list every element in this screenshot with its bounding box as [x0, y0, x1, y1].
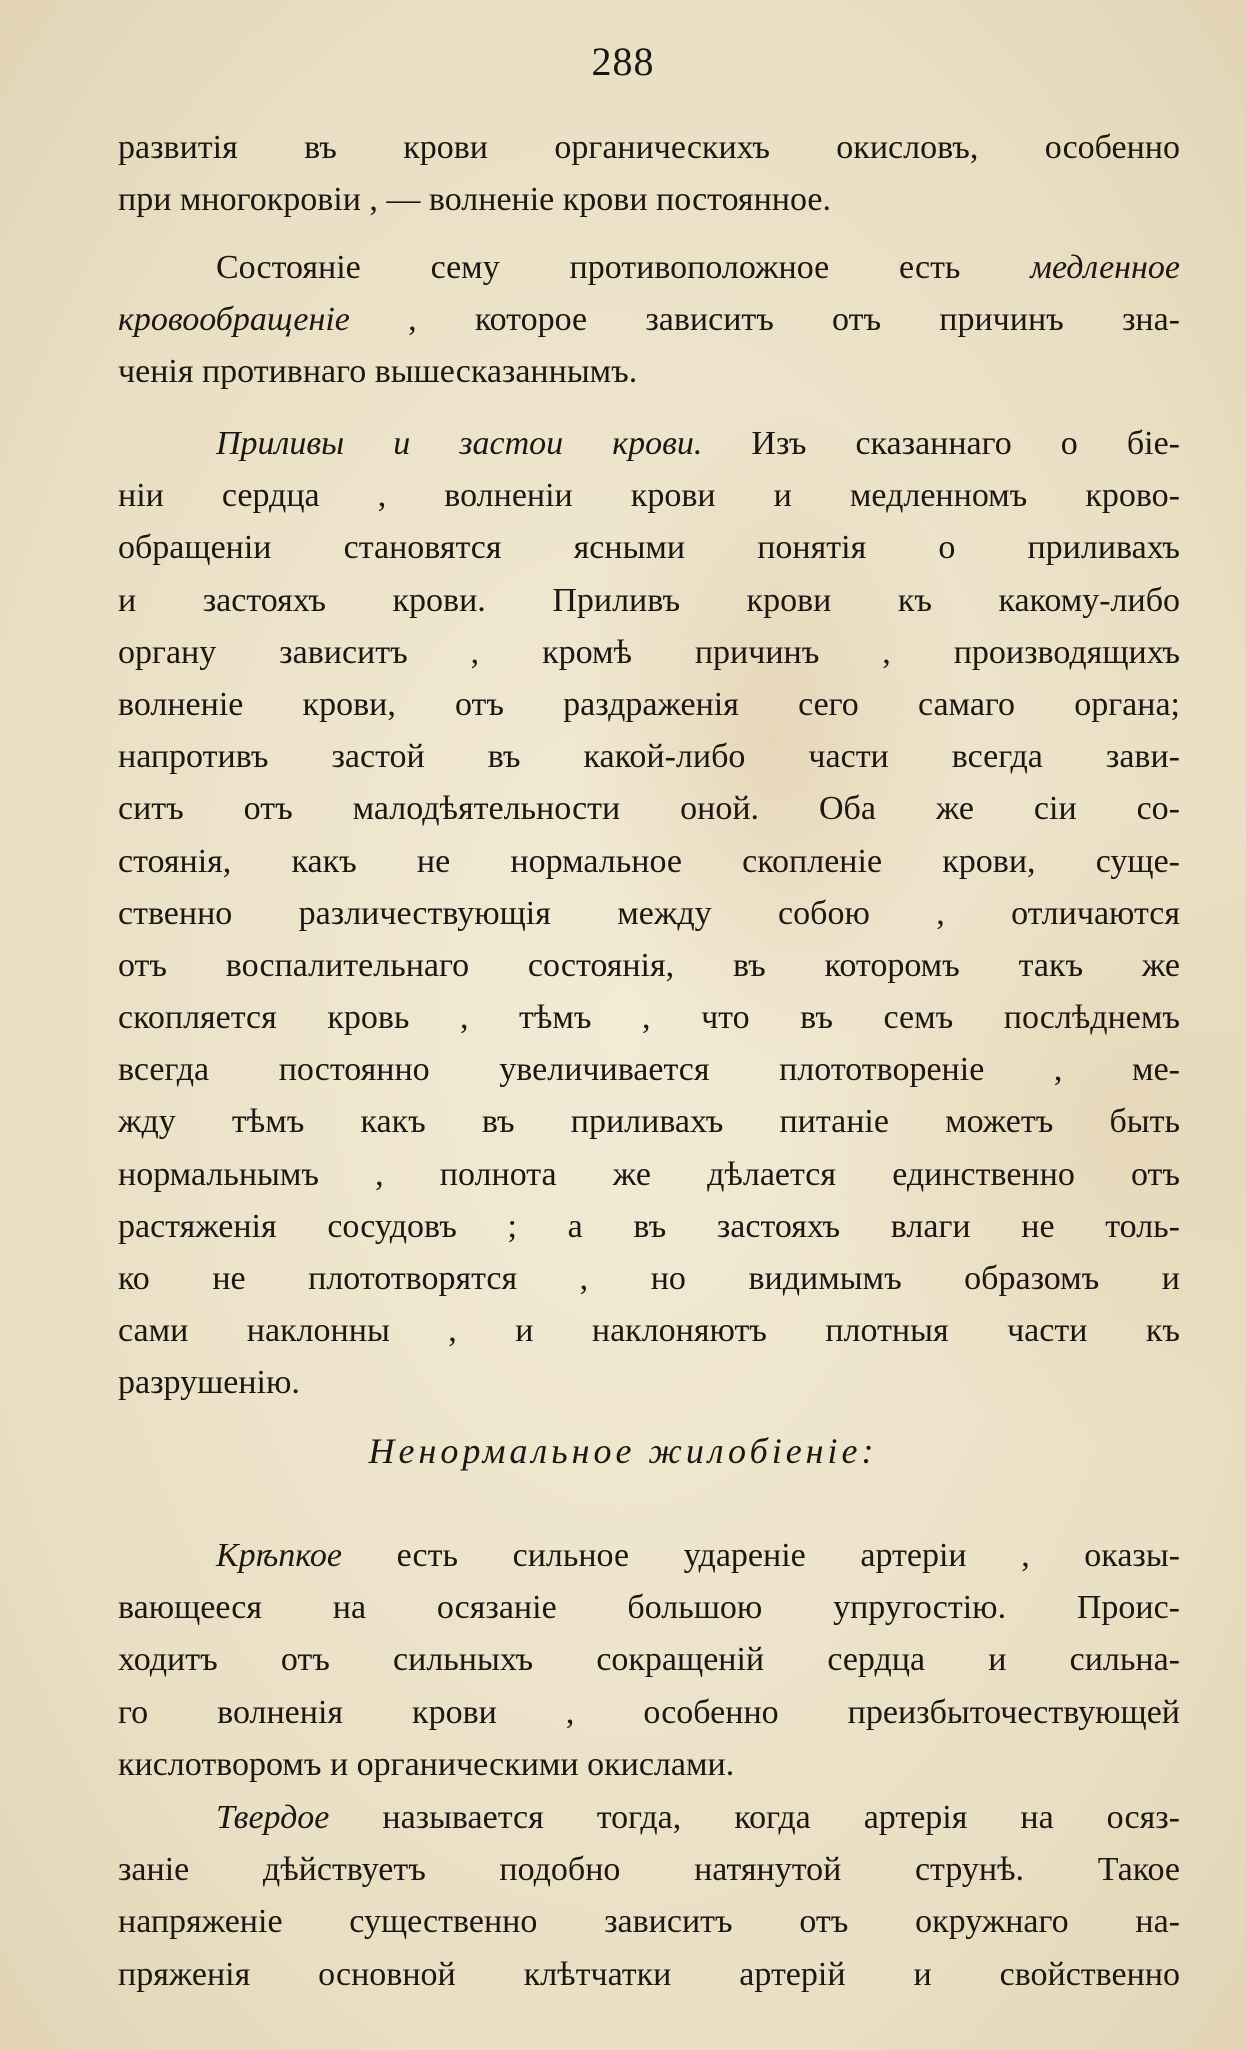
text-line: всегда постоянно увеличивается плототвореніе , ме-: [118, 1051, 1180, 1089]
text-line: развитія въ крови органическихъ окисловъ, особенно: [118, 129, 1180, 166]
paragraph-continuation: [118, 122, 1180, 226]
text-line: жду тѣмъ какъ въ приливахъ питаніе можетъ быть: [118, 1103, 1180, 1141]
text-line: ченія противнаго вышесказаннымъ.: [118, 353, 638, 391]
text-line: [118, 418, 1180, 470]
text-line: ходитъ отъ сильныхъ сокращеній сердца и сильна-: [118, 1641, 1180, 1679]
text-line: волненіе крови, отъ раздраженія сего самаго органа;: [118, 685, 1180, 723]
text-run: Изъ сказаннаго о біе-: [751, 425, 1180, 462]
text-line: обращеніи становятся ясными понятія о приливахъ: [118, 529, 1180, 567]
text-line: пряженія основной клѣтчатки артерій и свойственно: [118, 1955, 1180, 1993]
text-line: скопляется кровь , тѣмъ , что въ семъ послѣднемъ: [118, 999, 1180, 1037]
text-line: напряженіе существенно зависитъ отъ окружнаго на-: [118, 1903, 1180, 1941]
text-line: напротивъ застой въ какой-либо части всегда зави-: [118, 738, 1180, 776]
text-line: разрушенію.: [118, 1364, 300, 1402]
text-line: и застояхъ крови. Приливъ крови къ какому-либо: [118, 581, 1180, 619]
text-line: нормальнымъ , полнота же дѣлается единственно отъ: [118, 1155, 1180, 1193]
text-line: [118, 294, 1180, 346]
italic-term: Крѣпкое: [216, 1537, 342, 1574]
section-heading: Ненормальное жилобіеніе:: [368, 1431, 878, 1471]
text-line: сами наклонны , и наклоняютъ плотныя части къ: [118, 1312, 1180, 1350]
text-line: ситъ отъ малодѣятельности оной. Оба же сіи со-: [118, 790, 1180, 828]
paragraph-strong-pulse: [118, 1530, 1180, 1791]
text-line: при многокровіи , — волненіе крови постоянное.: [118, 181, 831, 219]
text-line: ніи сердца , волненіи крови и медленномъ крово-: [118, 477, 1180, 515]
paragraph-congestion: [118, 418, 1180, 1410]
text-line: вающееся на осязаніе большою упругостію. Проис-: [118, 1589, 1180, 1627]
text-run: называется тогда, когда артерія на осяз-: [382, 1799, 1180, 1836]
text-line: органу зависитъ , кромѣ причинъ , производящихъ: [118, 633, 1180, 671]
text-line: го волненія крови , особенно преизбыточествующей: [118, 1693, 1180, 1731]
text-line: растяженія сосудовъ ; а въ застояхъ влаги не толь-: [118, 1207, 1180, 1245]
text-line: заніе дѣйствуетъ подобно натянутой струнѣ. Такое: [118, 1851, 1180, 1889]
text-run: есть сильное удареніе артеріи , оказы-: [396, 1537, 1181, 1574]
text-run: , которое зависитъ отъ причинъ зна-: [408, 301, 1181, 339]
italic-term: кровообращеніе: [118, 301, 350, 339]
text-line: отъ воспалительнаго состоянія, въ которомъ такъ же: [118, 946, 1180, 984]
text-line: кислотворомъ и органическими окислами.: [118, 1745, 735, 1783]
text-line: стоянія, какъ не нормальное скопленіе крови, суще-: [118, 842, 1180, 880]
text-line: ственно различествующія между собою , отличаются: [118, 894, 1180, 932]
text-line: ко не плототворятся , но видимымъ образомъ и: [118, 1260, 1180, 1297]
text-run: Состояніе сему противоположное есть: [216, 249, 961, 286]
italic-term: медленное: [1030, 249, 1181, 286]
text-line: [118, 242, 1180, 294]
page-number: 288: [591, 39, 655, 84]
italic-heading-term: Приливы и застои крови.: [216, 425, 703, 462]
paragraph-slow-circulation: [118, 242, 1180, 399]
text-line: [118, 1792, 1180, 1844]
paragraph-hard-pulse: [118, 1792, 1180, 2001]
text-line: [118, 1530, 1180, 1582]
italic-term: Твердое: [216, 1799, 330, 1836]
